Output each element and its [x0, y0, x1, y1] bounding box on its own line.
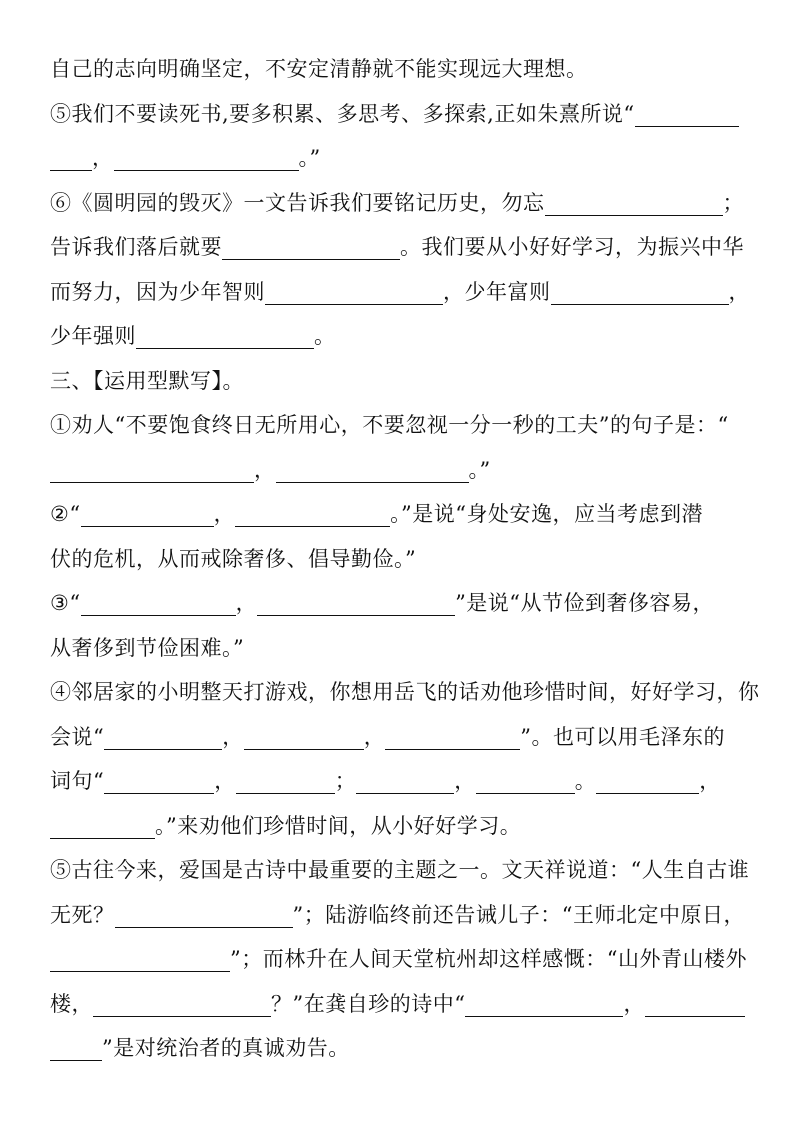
answer-blank[interactable]	[235, 500, 390, 527]
text-line	[50, 403, 754, 448]
text-segment: 。”	[298, 146, 321, 170]
text-segment: ”是说“从节俭到奢侈容易，	[455, 591, 715, 615]
answer-blank[interactable]	[104, 723, 222, 750]
text-line	[50, 47, 754, 92]
text-segment: 会说“	[50, 724, 105, 749]
text-segment: 。”是说“身处安逸，应当考虑到潜	[390, 502, 704, 526]
answer-blank[interactable]	[476, 767, 575, 794]
answer-blank[interactable]	[104, 767, 214, 794]
answer-blank[interactable]	[551, 278, 729, 305]
text-segment: 。”	[468, 457, 491, 482]
text-line	[50, 92, 754, 137]
answer-blank[interactable]	[50, 144, 92, 171]
text-line	[50, 670, 760, 715]
answer-blank[interactable]	[465, 990, 623, 1017]
text-segment: ④邻居家的小明整天打游戏，你想用岳飞的话劝他珍惜时间，好好学习，你	[50, 680, 760, 704]
text-line	[50, 314, 754, 359]
text-segment: 告诉我们落后就要	[50, 235, 222, 259]
text-line	[50, 581, 754, 626]
text-line	[50, 225, 754, 270]
answer-blank[interactable]	[136, 322, 314, 349]
text-segment: ，	[728, 279, 750, 304]
text-segment: ，	[92, 146, 114, 170]
answer-blank[interactable]	[50, 1034, 102, 1061]
answer-blank[interactable]	[114, 144, 299, 171]
text-segment: ，	[454, 769, 476, 793]
text-line	[50, 359, 754, 404]
answer-blank[interactable]	[596, 767, 699, 794]
text-segment: ”。也可以用毛泽东的	[520, 724, 725, 749]
text-line	[50, 804, 754, 849]
text-segment: ”是对统治者的真诚劝告。	[102, 1036, 350, 1060]
text-segment: 词句“	[50, 769, 105, 793]
text-segment: 。	[574, 769, 597, 793]
text-segment: 从奢侈到节俭困难。”	[50, 635, 245, 660]
text-line	[50, 626, 754, 671]
text-segment: 。我们要从小好好学习，为振兴中华	[400, 235, 744, 259]
answer-blank[interactable]	[115, 901, 293, 928]
text-segment: 伏的危机，从而戒除奢侈、倡导勤俭。”	[50, 546, 417, 571]
answer-blank[interactable]	[385, 723, 520, 750]
text-segment: ；	[334, 769, 357, 793]
text-line	[50, 848, 754, 893]
answer-blank[interactable]	[93, 990, 271, 1017]
answer-blank[interactable]	[81, 500, 214, 527]
text-segment: ①劝人“不要饱食终日无所用心，不要忽视一分一秒的工夫”的句子是：“	[50, 413, 729, 437]
answer-blank[interactable]	[257, 589, 455, 616]
text-segment: ⑤古往今来，爱国是古诗中最重要的主题之一。文天祥说道：“人生自古谁	[50, 858, 750, 882]
text-segment: 。”来劝他们珍惜时间，从小好好学习。	[155, 813, 522, 838]
text-segment: ②“	[50, 502, 81, 526]
answer-blank[interactable]	[645, 990, 745, 1017]
text-line	[50, 937, 754, 982]
text-segment: ，	[699, 769, 721, 793]
text-segment: ⑥《圆明园的毁灭》一文告诉我们要铭记历史，勿忘	[50, 190, 545, 215]
text-line	[50, 715, 754, 760]
text-segment: 自己的志向明确坚定，不安定清静就不能实现远大理想。	[50, 57, 588, 81]
text-segment: ，少年富则	[443, 279, 551, 304]
text-segment: 而努力，因为少年智则	[50, 279, 265, 304]
answer-blank[interactable]	[276, 456, 469, 483]
text-line	[50, 759, 754, 804]
text-segment: ③“	[50, 591, 81, 615]
text-segment: ，	[214, 769, 236, 793]
text-line	[50, 893, 754, 938]
text-segment: 。	[314, 324, 336, 348]
answer-blank[interactable]	[222, 233, 400, 260]
answer-blank[interactable]	[81, 589, 236, 616]
answer-blank[interactable]	[635, 100, 739, 127]
text-segment: ？”在龚自珍的诗中“	[271, 991, 466, 1016]
answer-blank[interactable]	[265, 278, 443, 305]
answer-blank[interactable]	[356, 767, 454, 794]
text-segment: 少年强则	[50, 324, 136, 348]
text-segment: ；	[722, 190, 744, 215]
text-line	[50, 492, 754, 537]
text-segment: ，	[623, 991, 645, 1016]
answer-blank[interactable]	[545, 189, 723, 216]
text-segment: ，	[213, 502, 236, 526]
text-segment: ”；而林升在人间天堂杭州却这样感慨：“山外青山楼外	[230, 947, 747, 971]
text-line	[50, 448, 754, 493]
text-line	[50, 270, 754, 315]
answer-blank[interactable]	[50, 945, 230, 972]
text-line	[50, 982, 754, 1027]
text-line	[50, 136, 754, 181]
text-segment: ，	[254, 457, 276, 482]
answer-blank[interactable]	[50, 812, 155, 839]
answer-blank[interactable]	[244, 723, 364, 750]
text-segment: 无死？	[50, 902, 115, 927]
text-segment: ⑤我们不要读死书,要多积累、多思考、多探索,正如朱熹所说“	[50, 101, 635, 126]
text-segment: ”；陆游临终前还告诫儿子：“王师北定中原日，	[292, 902, 745, 927]
text-segment: ，	[363, 724, 386, 749]
text-segment: ，	[235, 591, 258, 615]
text-line	[50, 181, 754, 226]
answer-blank[interactable]	[50, 456, 254, 483]
text-line	[50, 537, 754, 582]
text-line	[50, 1026, 754, 1071]
text-segment: ，	[222, 724, 244, 749]
text-segment: 三、【运用型默写】。	[50, 368, 244, 393]
answer-blank[interactable]	[236, 767, 335, 794]
text-segment: 楼，	[50, 991, 93, 1016]
